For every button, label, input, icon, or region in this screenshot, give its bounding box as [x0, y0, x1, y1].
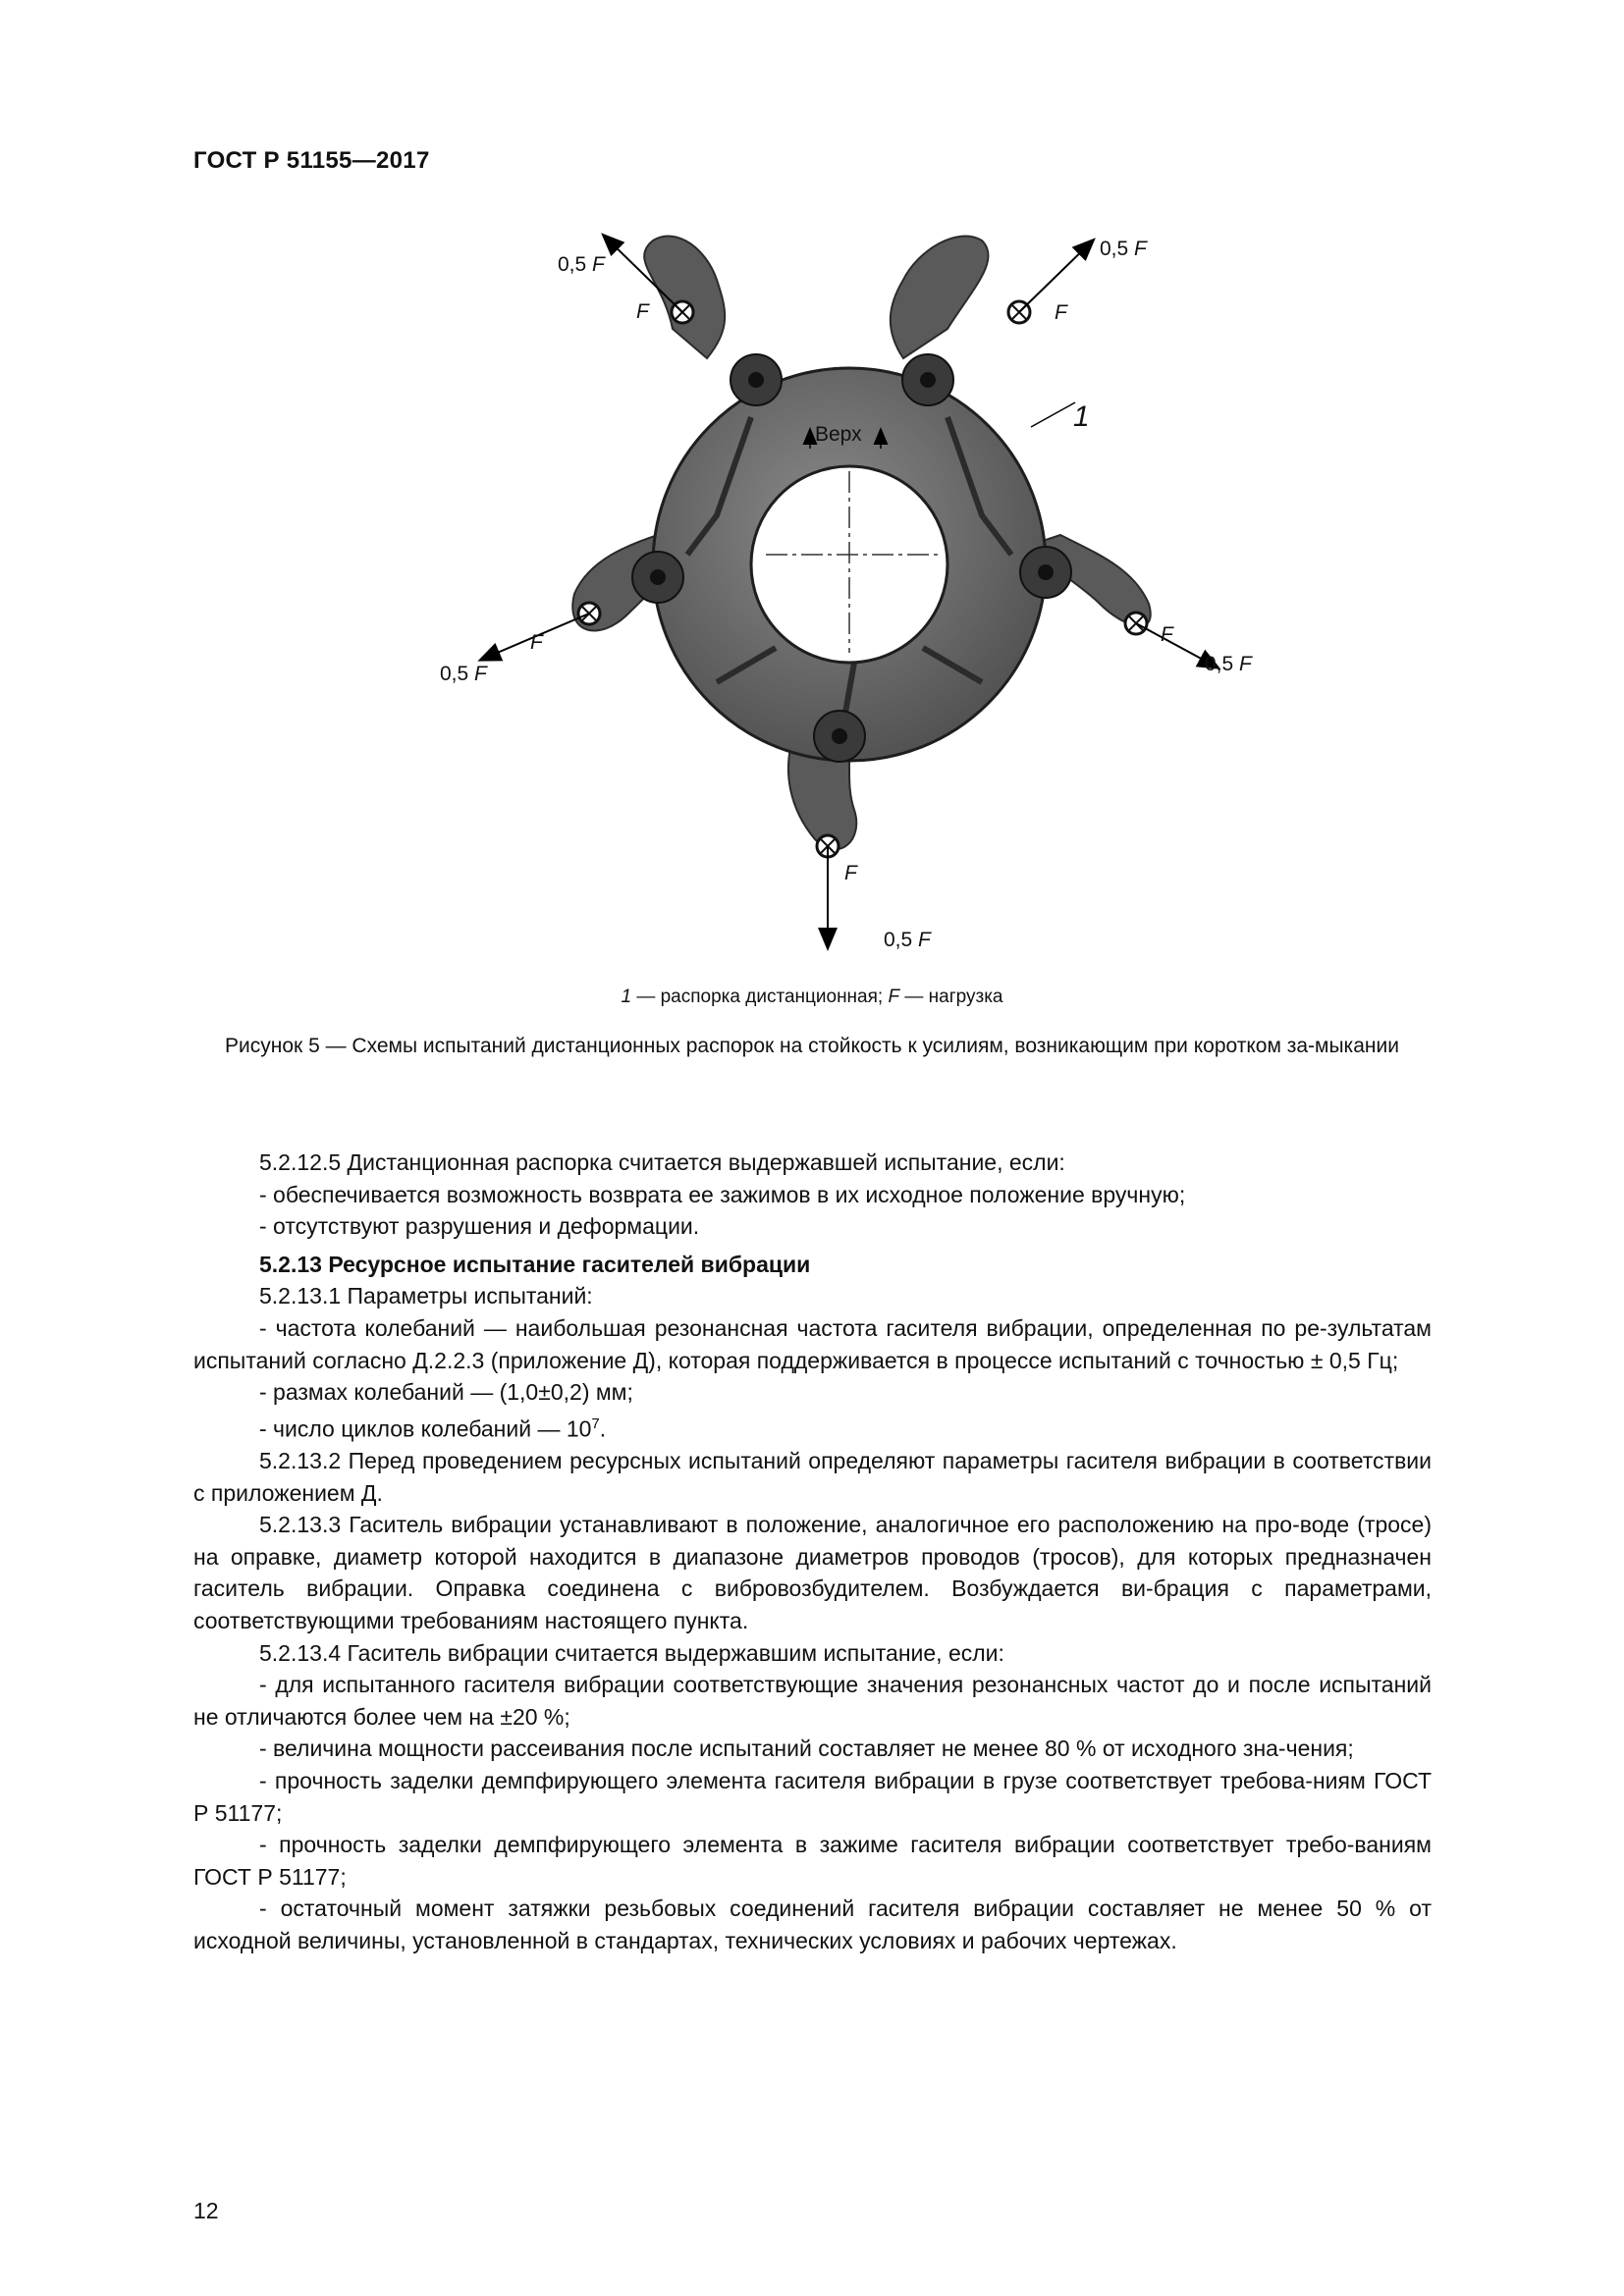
half-force-top-left: 0,5 F [558, 253, 605, 276]
paragraph: - величина мощности рассеивания после испытаний составляет не менее 80 % от исходного зна-чения; [259, 1735, 1354, 1762]
figure-legend: 1 — распорка дистанционная; F — нагрузка [621, 987, 1003, 1007]
paragraph: - отсутствуют разрушения и деформации. [259, 1213, 700, 1240]
paragraph: 5.2.13.1 Параметры испытаний: [259, 1283, 593, 1309]
half-force-left: 0,5 F [440, 663, 487, 685]
paragraph: - остаточный момент затяжки резьбовых соединений гасителя вибрации составляет не менее 50 % от исходной величины, установленной в стандартах, технических условиях и рабочих чертежах. [193, 1896, 1432, 1953]
half-force-right: 0,5 F [1205, 653, 1252, 675]
force-right: F [1161, 623, 1173, 646]
label-top: Верх [815, 423, 862, 446]
figure-caption: Рисунок 5 — Схемы испытаний дистанционных распорок на стойкость к усилиям, возникающим при коротком за-мыкании [225, 1035, 1399, 1057]
force-bottom: F [844, 862, 857, 884]
spacer-drawing [393, 221, 1276, 967]
paragraph: - для испытанного гасителя вибрации соответствующие значения резонансных частот до и после испытаний не отличаются более чем на ±20 %; [193, 1672, 1432, 1730]
body-text [193, 1147, 1432, 1957]
force-top-right: F [1055, 301, 1067, 324]
paragraph: - размах колебаний — (1,0±0,2) мм; [259, 1379, 633, 1406]
paragraph: - прочность заделки демпфирующего элемента в зажиме гасителя вибрации соответствует требо-ваниям ГОСТ Р 51177; [193, 1832, 1432, 1890]
page-number: 12 [193, 2198, 219, 2223]
paragraph: 5.2.12.5 Дистанционная распорка считается выдержавшей испытание, если: [259, 1149, 1065, 1175]
paragraph: 5.2.13.4 Гаситель вибрации считается выдержавшим испытание, если: [259, 1639, 1004, 1666]
section-heading: 5.2.13 Ресурсное испытание гасителей вибрации [259, 1251, 811, 1277]
paragraph: - частота колебаний — наибольшая резонансная частота гасителя вибрации, определенная по ре-зультатам испытаний согласно Д.2.2.3 (приложение Д), которая поддерживается в процессе испытаний с точностью ± 0,5 Гц; [193, 1314, 1432, 1373]
force-top-left: F [636, 300, 649, 323]
paragraph: - обеспечивается возможность возврата ее зажимов в их исходное положение вручную; [259, 1181, 1186, 1207]
paragraph: - число циклов колебаний — $10^7$. [259, 1415, 607, 1442]
arm-top-right [891, 237, 989, 358]
spacer-test-figure [393, 221, 1276, 967]
force-left: F [530, 631, 543, 654]
paragraph: - прочность заделки демпфирующего элемента гасителя вибрации в грузе соответствует требова-ниям ГОСТ Р 51177; [193, 1767, 1432, 1826]
callout-number: 1 [1073, 400, 1090, 433]
half-force-top-right: 0,5 F [1100, 238, 1147, 260]
arm-top-left [644, 237, 725, 358]
paragraph: 5.2.13.3 Гаситель вибрации устанавливают в положение, аналогичное его расположению на про-воде (тросе) на оправке, диаметр которой находится в диапазоне диаметров проводов (тросов), для которых предназначен гаситель вибрации. Оправка соединена с вибровозбудителем. Возбуждается ви-брация с параметрами, соответствующими требованиям настоящего пункта. [193, 1512, 1432, 1633]
half-force-bottom: 0,5 F [884, 929, 931, 951]
callout-leader [1031, 402, 1075, 427]
paragraph: 5.2.13.2 Перед проведением ресурсных испытаний определяют параметры гасителя вибрации в соответствии с приложением Д. [193, 1448, 1432, 1506]
page-header: ГОСТ Р 51155—2017 [193, 147, 430, 174]
